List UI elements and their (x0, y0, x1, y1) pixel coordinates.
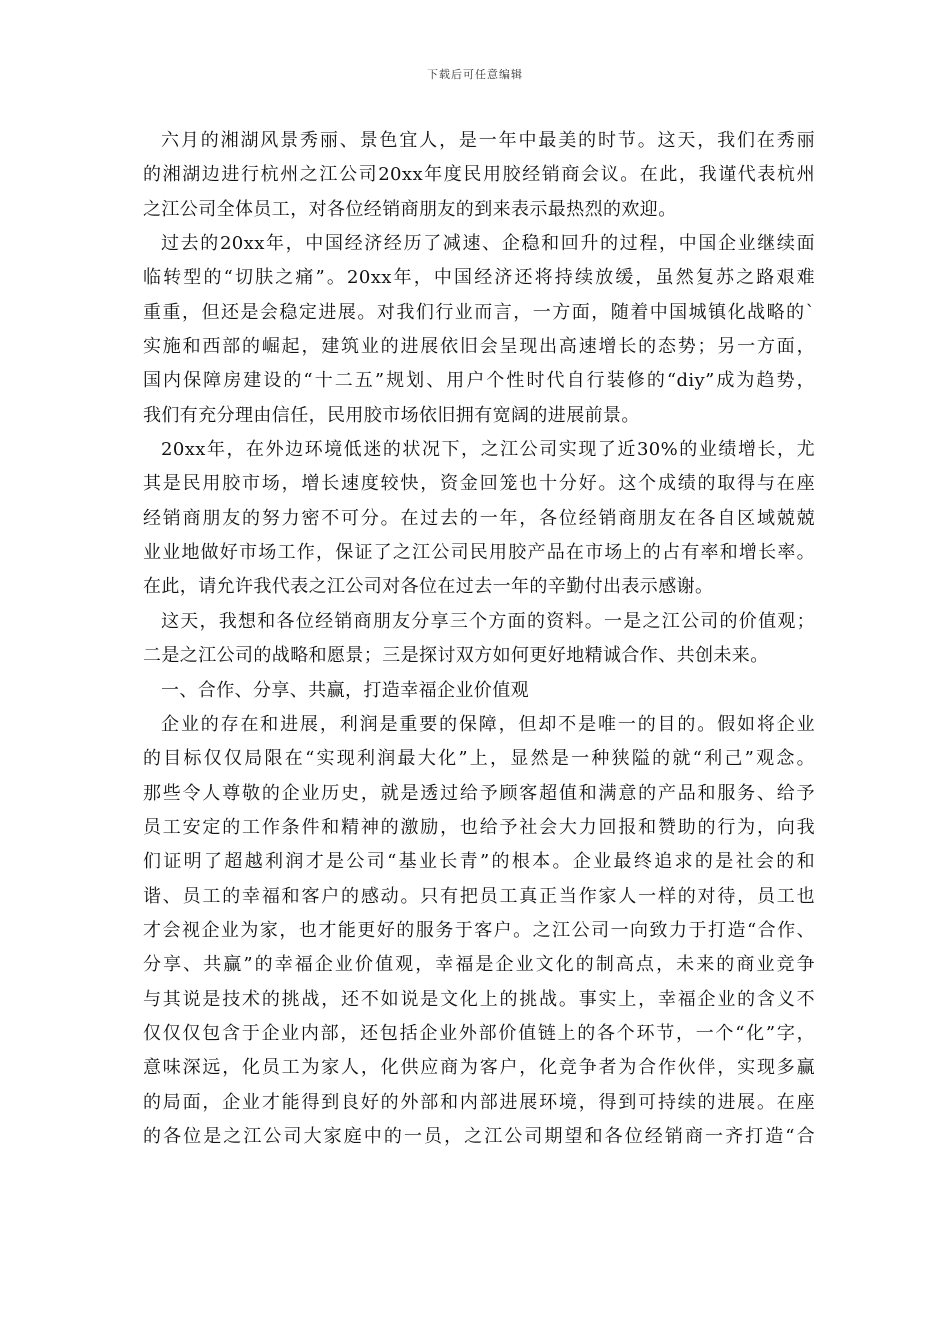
text-line: 重重，但还是会稳定进展。对我们行业而言，一方面，随着中国城镇化战略的` (143, 301, 815, 323)
text-line: 的目标仅仅局限在“实现利润最大化”上，显然是一种狭隘的就“利己”观念。 (143, 748, 815, 770)
text-line: 二是之江公司的战略和愿景；三是探讨双方如何更好地精诚合作、共创未来。 (143, 645, 769, 667)
text-line: 仅仅仅包含于企业内部，还包括企业外部价值链上的各个环节，一个“化”字， (143, 1022, 815, 1044)
text-line: 这天，我想和各位经销商朋友分享三个方面的资料。一是之江公司的价值观； (161, 610, 815, 632)
text-line: 分享、共赢”的幸福企业价值观，幸福是企业文化的制高点，未来的商业竞争 (143, 954, 815, 976)
text-line: 业业地做好市场工作，保证了之江公司民用胶产品在市场上的占有率和增长率。 (143, 542, 815, 564)
text-line: 员工安定的工作条件和精神的激励，也给予社会大力回报和赞助的行为，向我 (143, 816, 815, 838)
text-line: 企业的存在和进展，利润是重要的保障，但却不是唯一的目的。假如将企业 (161, 713, 815, 735)
text-line: 在此，请允许我代表之江公司对各位在过去一年的辛勤付出表示感谢。 (143, 576, 714, 598)
text-line: 的各位是之江公司大家庭中的一员，之江公司期望和各位经销商一齐打造“合 (143, 1125, 815, 1147)
text-line: 们证明了超越利润才是公司“基业长青”的根本。企业最终追求的是社会的和 (143, 851, 815, 873)
text-line: 我们有充分理由信任，民用胶市场依旧拥有宽阔的进展前景。 (143, 404, 640, 426)
text-line: 的湘湖边进行杭州之江公司20xx年度民用胶经销商会议。在此，我谨代表杭州 (143, 164, 815, 186)
page-header: 下载后可任意编辑 (427, 68, 523, 81)
text-line: 谐、员工的幸福和客户的感动。只有把员工真正当作家人一样的对待，员工也 (143, 885, 815, 907)
text-line: 六月的湘湖风景秀丽、景色宜人，是一年中最美的时节。这天，我们在秀丽 (161, 130, 815, 151)
text-line: 过去的20xx年，中国经济经历了减速、企稳和回升的过程，中国企业继续面 (161, 233, 815, 255)
text-line: 经销商朋友的努力密不可分。在过去的一年，各位经销商朋友在各自区域兢兢 (143, 507, 815, 529)
text-line: 其是民用胶市场，增长速度较快，资金回笼也十分好。这个成绩的取得与在座 (143, 473, 815, 495)
text-line: 与其说是技术的挑战，还不如说是文化上的挑战。事实上，幸福企业的含义不 (143, 988, 815, 1010)
text-line: 的局面，企业才能得到良好的外部和内部进展环境，得到可持续的进展。在座 (143, 1091, 815, 1113)
text-line: 实施和西部的崛起，建筑业的进展依旧会呈现出高速增长的态势；另一方面， (143, 336, 815, 358)
document-body (143, 124, 815, 1154)
text-line: 一、合作、分享、共赢，打造幸福企业价值观 (161, 679, 529, 701)
text-line: 临转型的“切肤之痛”。20xx年，中国经济还将持续放缓，虽然复苏之路艰难 (143, 267, 815, 289)
text-line: 才会视企业为家，也才能更好的服务于客户。之江公司一向致力于打造“合作、 (143, 919, 815, 941)
text-line: 之江公司全体员工，对各位经销商朋友的到来表示最热烈的欢迎。 (143, 198, 677, 220)
text-line: 那些令人尊敬的企业历史，就是透过给予顾客超值和满意的产品和服务、给予 (143, 782, 815, 804)
text-line: 国内保障房建设的“十二五”规划、用户个性时代自行装修的“diy”成为趋势， (143, 370, 815, 392)
text-line: 20xx年，在外边环境低迷的状况下，之江公司实现了近30%的业绩增长，尤 (161, 439, 815, 461)
text-line: 意味深远，化员工为家人，化供应商为客户，化竞争者为合作伙伴，实现多赢 (143, 1057, 815, 1079)
